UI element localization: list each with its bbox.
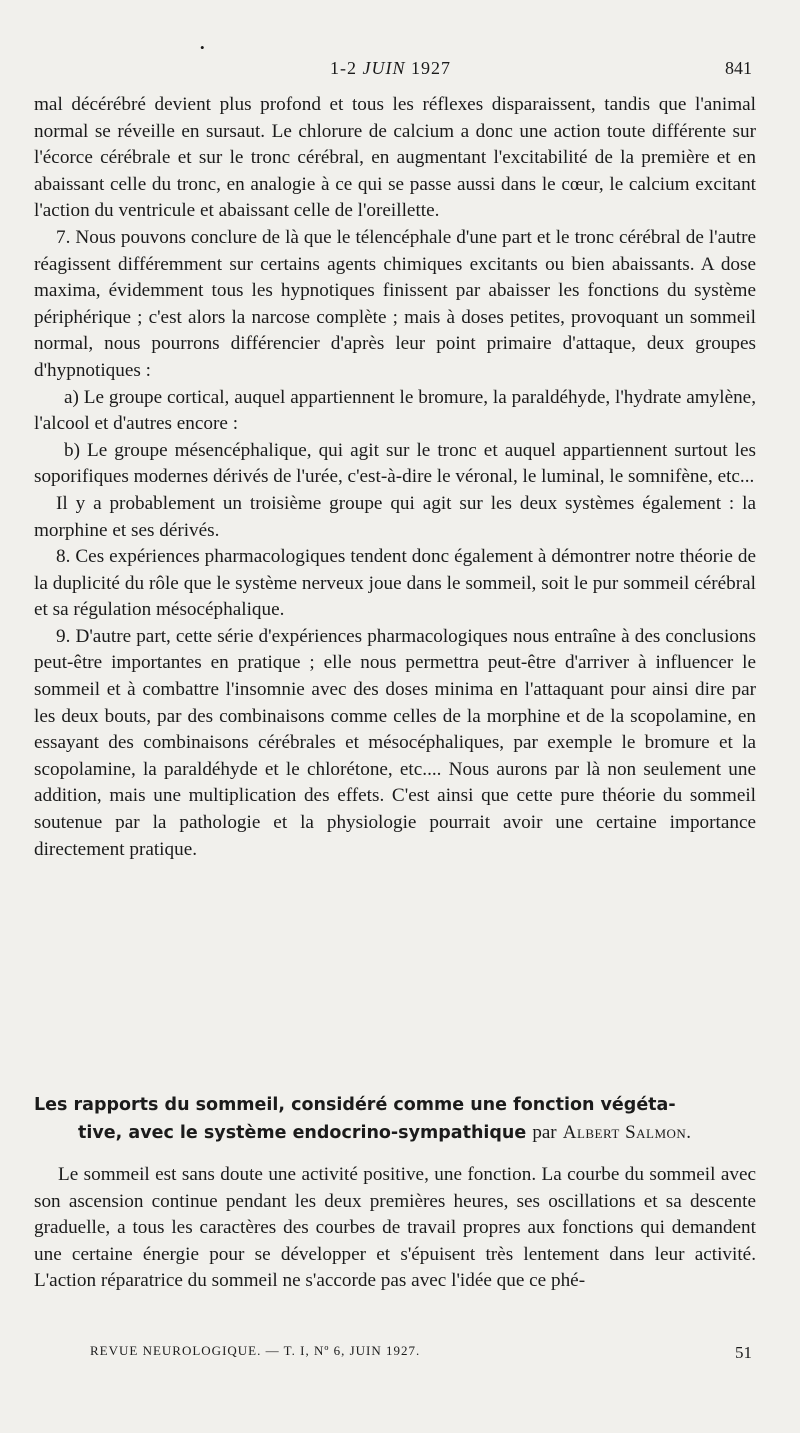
- title-line-2: tive, avec le système endocrino-sympathique par Albert Salmon.: [78, 1122, 692, 1143]
- article-paragraph: Le sommeil est sans doute une activité positive, une fonction. La courbe du sommeil avec son ascension continue pendant les deux premières heures, ses oscillations et sa descente graduelle, a tous les caractères des courbes de travail propres aux fonctions qui demandent une certaine énergie pour se développer et s'épuisent très lentement dans leur activité. L'action réparatrice du sommeil ne s'accorde pas avec l'idée que ce phé-: [34, 1164, 756, 1292]
- journal-reference: REVUE NEUROLOGIQUE. — T. I, Nº 6, JUIN 1927.: [90, 1343, 421, 1358]
- page-footer: [0, 1343, 800, 1365]
- paragraph-7: 7. Nous pouvons conclure de là que le télencéphale d'une part et le tronc cérébral de l'autre réagissent différemment sur certains agents chimiques excitants ou bien abaissants. A dose maxima, évidemment tous les hypnotiques finissent par abaisser les fonctions du système périphérique ; c'est alors la narcose complète ; mais à doses petites, provoquant un sommeil normal, nous pourrons différencier d'après leur point primaire d'attaque, deux groupes d'hypnotiques :: [34, 226, 756, 381]
- printer-mark: •: [200, 40, 205, 55]
- running-header: [0, 58, 800, 82]
- article-title: [34, 1091, 756, 1147]
- paragraph-9: 9. D'autre part, cette série d'expériences pharmacologiques nous entraîne à des conclusions peut-être importantes en pratique ; elle nous permettra peut-être d'arriver à influencer le sommeil et à combattre l'insomnie avec des doses minima en l'attaquant pour ainsi dire par les deux bouts, par des combinaisons comme celles de la morphine et de la scopolamine, en essayant des combinaisons cérébrales et mésocéphaliques, par exemple le bromure et la scopolamine, la paraldéhyde et le chlorétone, etc.... Nous aurons par là non seulement une addition, mais une multiplication des effets. C'est ainsi que cette pure théorie du sommeil soutenue par la pathologie et la physiologie pourrait avoir une certaine importance directement pratique.: [34, 625, 756, 860]
- paragraph-continuation: mal décérébré devient plus profond et tous les réflexes disparaissent, tandis que l'animal normal se réveille en sursaut. Le chlorure de calcium a donc une action toute différente sur l'écorce cérébrale et sur le tronc cérébral, en augmentant l'excitabilité de la première et en abaissant celle du tronc, en analogie à ce qui se passe aussi dans le cœur, le calcium excitant l'action du ventricule et abaissant celle de l'oreillette.: [34, 94, 756, 222]
- page-number: 841: [725, 58, 752, 78]
- paragraph-8: 8. Ces expériences pharmacologiques tendent donc également à démontrer notre théorie de la duplicité du rôle que le système nerveux joue dans le sommeil, soit le pur sommeil cérébral et sa régulation mésocéphalique.: [34, 546, 756, 621]
- paragraph-7c: Il y a probablement un troisième groupe qui agit sur les deux systèmes également : la morphine et ses dérivés.: [34, 492, 756, 541]
- paragraph-7a: a) Le groupe cortical, auquel appartiennent le bromure, la paraldéhyde, l'hydrate amylène, l'alcool et d'autres encore :: [34, 386, 756, 435]
- author-name: Albert Salmon.: [562, 1122, 692, 1143]
- article-body: [34, 1162, 756, 1295]
- title-line-1: Les rapports du sommeil, considéré comme une fonction végéta-: [34, 1095, 676, 1115]
- header-date: 1-2 JUIN 1927: [330, 58, 451, 78]
- sheet-number: 51: [735, 1343, 752, 1362]
- paragraph-7b: b) Le groupe mésencéphalique, qui agit sur le tronc et auquel appartiennent surtout les soporifiques modernes dérivés de l'urée, c'est-à-dire le véronal, le luminal, le somnifène, etc...: [34, 439, 756, 488]
- main-text: [34, 92, 756, 863]
